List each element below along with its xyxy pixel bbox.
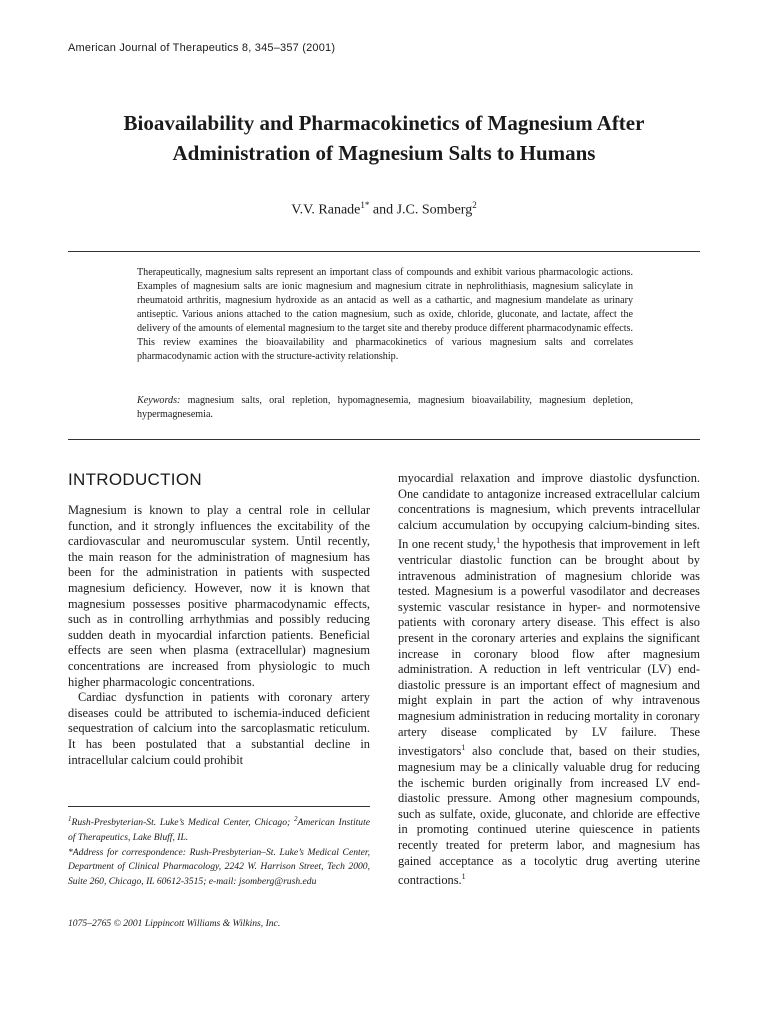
journal-citation: American Journal of Therapeutics 8, 345–357 (2001) (68, 42, 336, 54)
title-line-2: Administration of Magnesium Salts to Humans (172, 141, 596, 165)
author-conjunction: and (372, 202, 394, 218)
title-line-1: Bioavailability and Pharmacokinetics of Magnesium After (123, 111, 645, 135)
right-text-part-1: myocardial relaxation and improve diastolic dysfunction. One candidate to antagonize increased extracellular calcium concentrations is magnesium, which prevents intracellular calcium accumulation by occupying calcium-binding sites. In one recent study, (398, 471, 700, 552)
correspondence-address: *Address for correspondence: Rush-Presbyterian–St. Luke’s Medical Center, Department of Clinical Pharmacology, 2242 W. Harrison Street, Tech 2000, Suite 260, Chicago, IL 60612-3515; e-mail: jsomberg@rush.edu (68, 846, 370, 887)
left-column (68, 503, 370, 768)
keywords-block (137, 394, 633, 422)
affiliations (68, 812, 370, 846)
citation-ref-2: 1 (461, 743, 466, 753)
abstract-top-rule (68, 251, 700, 252)
right-text-part-3: also conclude that, based on their studies, magnesium may be a clinically valuable drug for reducing the ischemic burden originally from increased LV end-diastolic pressure. Among other magnesium compounds, such as sulfate, oxide, gluconate, and chloride are effective in promoting continued uterine quiescence in patients recently treated for preterm labor, and magnesium has gained acceptance as a tocolytic drug averting uterine contractions. (398, 744, 700, 888)
intro-paragraph-1: Magnesium is known to play a central role in cellular function, and it strongly influences the excitability of the cardiovascular and neuromuscular system. Until recently, the main reason for the administration of magnesium has been for the administration in patients with suspected magnesium deficiency. However, now it is known that magnesium possesses positive pharmacodynamic effects, such as in controlling arrhythmias and possibly reducing sudden death in myocardial infarction patients. Beneficial effects are seen when plasma (extracellular) magnesium concentrations are increased from physiologic to much higher pharmacologic concentrations. (68, 503, 370, 689)
footnote-block (68, 812, 370, 890)
author-1-affiliation-mark: 1* (360, 200, 370, 210)
author-1: V.V. Ranade (291, 202, 361, 218)
copyright-line: 1075–2765 © 2001 Lippincott Williams & Wilkins, Inc. (68, 918, 281, 929)
affiliation-mark-1: 1 (68, 815, 72, 823)
affiliation-2: American Institute of Therapeutics, Lake Bluff, IL. (68, 817, 370, 843)
author-2-affiliation-mark: 2 (472, 200, 477, 210)
author-2: J.C. Somberg (396, 202, 473, 218)
footnote-rule (68, 806, 370, 807)
right-text-part-2: the hypothesis that improvement in left ventricular diastolic function can be brought about by intravenous administration of magnesium chloride was tested. Magnesium is a powerful vasodilator and decreases systemic vascular resistance in hyper- and normotensive patients with coronary artery disease. This effect is also present in the coronary arteries and explains the significant increase in coronary blood flow after magnesium administration. A reduction in left ventricular (LV) end-diastolic pressure is an important effect of magnesium and might explain in part the action of why intravenous magnesium administration in reducing mortality in coronary artery disease complicated by LV failure. These investigators (398, 537, 700, 759)
keywords-text: magnesium salts, oral repletion, hypomagnesemia, magnesium bioavailability, magnesium depletion, hypermagnesemia. (137, 395, 633, 420)
affiliation-1: Rush-Presbyterian-St. Luke’s Medical Center, Chicago; (71, 817, 294, 829)
citation-ref-1: 1 (496, 536, 501, 546)
intro-paragraph-2-continued (398, 471, 700, 889)
article-title (60, 108, 708, 168)
citation-ref-3: 1 (461, 872, 466, 882)
right-column (398, 471, 700, 889)
abstract-bottom-rule (68, 439, 700, 440)
affiliation-mark-2: 2 (293, 815, 298, 823)
author-list (0, 200, 768, 219)
abstract-text: Therapeutically, magnesium salts represent an important class of compounds and exhibit various pharmacologic actions. Examples of magnesium salts are ionic magnesium and magnesium citrate in nephrolithiasis, magnesium salicylate in rheumatoid arthritis, magnesium hydroxide as an antacid as well as a cathartic, and magnesium mandelate as urinary antiseptic. Various anions attached to the cation magnesium, such as oxide, chloride, gluconate, and lactate, affect the delivery of the amounts of elemental magnesium to the target site and thereby produce different pharmacodynamic effects. This review examines the bioavailability and pharmacokinetics of various magnesium salts and correlates pharmacodynamic action with the structure-activity relationship. (137, 267, 633, 362)
section-heading-introduction: INTRODUCTION (68, 470, 202, 489)
intro-paragraph-2: Cardiac dysfunction in patients with coronary artery diseases could be attributed to ischemia-induced deficient sequestration of calcium into the sarcoplasmatic reticulum. It has been postulated that a substantial decline in intracellular calcium could prohibit (68, 690, 370, 767)
keywords-label: Keywords: (137, 395, 181, 406)
